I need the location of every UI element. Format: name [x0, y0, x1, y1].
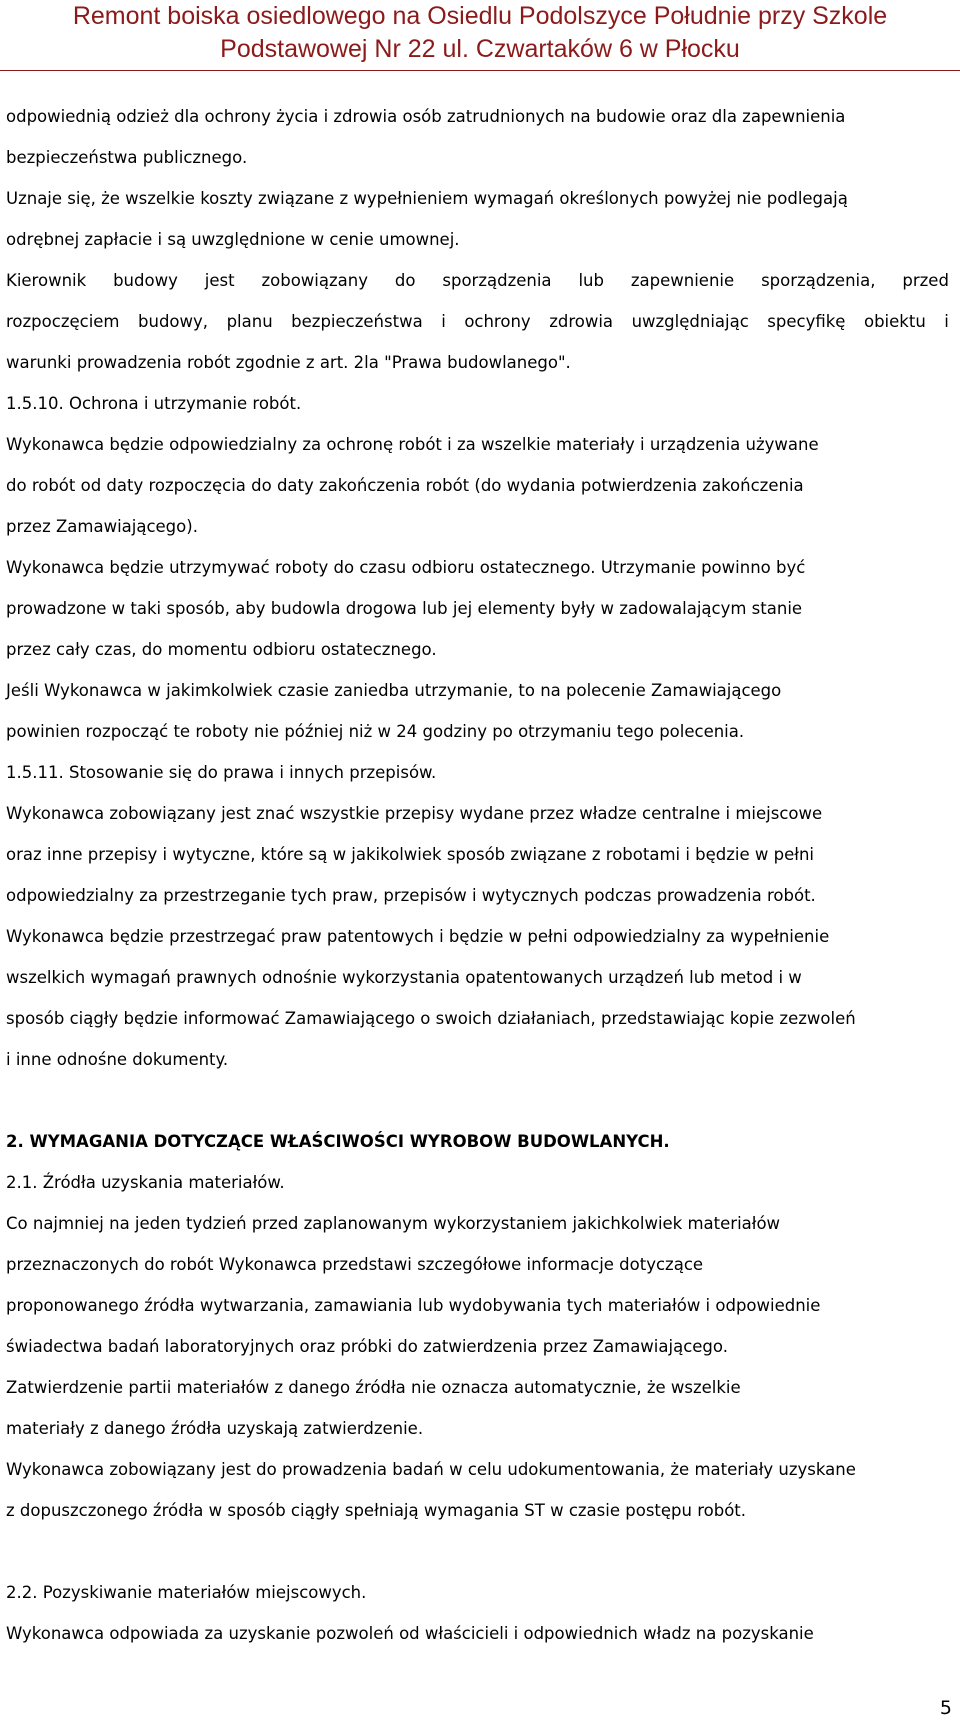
document-body: [6, 96, 954, 1654]
text-line: do robót od daty rozpoczęcia do daty zakończenia robót (do wydania potwierdzenia zakończenia: [6, 476, 804, 495]
justified-word: obiektu: [863, 312, 926, 331]
text-line: proponowanego źródła wytwarzania, zamawiania lub wydobywania tych materiałów i odpowiednie: [6, 1296, 821, 1315]
justified-word: uwzględniając: [631, 312, 749, 331]
justified-word: zdrowia: [549, 312, 614, 331]
justified-word: planu: [226, 312, 273, 331]
section-heading-2-2: 2.2. Pozyskiwanie materiałów miejscowych.: [6, 1583, 367, 1602]
justified-word: specyfikę: [767, 312, 846, 331]
text-line: materiały z danego źródła uzyskają zatwierdzenie.: [6, 1419, 424, 1438]
text-line: przez cały czas, do momentu odbioru ostatecznego.: [6, 640, 437, 659]
justified-word: bezpieczeństwa: [291, 312, 423, 331]
justified-word: zobowiązany: [261, 271, 368, 290]
section-heading-2-1: 2.1. Źródła uzyskania materiałów.: [6, 1173, 285, 1192]
text-line: świadectwa badań laboratoryjnych oraz próbki do zatwierdzenia przez Zamawiającego.: [6, 1337, 728, 1356]
text-line: Wykonawca będzie odpowiedzialny za ochronę robót i za wszelkie materiały i urządzenia używane: [6, 435, 819, 454]
justified-word: budowy: [113, 271, 178, 290]
justified-word: jest: [204, 271, 235, 290]
justified-word: i: [944, 312, 949, 331]
text-line: prowadzone w taki sposób, aby budowla drogowa lub jej elementy były w zadowalającym stanie: [6, 599, 803, 618]
paragraph-gap: [6, 1531, 954, 1572]
document-header: [0, 0, 960, 66]
text-line: przeznaczonych do robót Wykonawca przedstawi szczegółowe informacje dotyczące: [6, 1255, 704, 1274]
text-line: odpowiednią odzież dla ochrony życia i zdrowia osób zatrudnionych na budowie oraz dla zapewnienia: [6, 107, 846, 126]
justified-word: lub: [578, 271, 604, 290]
text-line: z dopuszczonego źródła w sposób ciągły spełniają wymagania ST w czasie postępu robót.: [6, 1501, 747, 1520]
section-heading-1-5-11: 1.5.11. Stosowanie się do prawa i innych przepisów.: [6, 763, 437, 782]
justified-word: przed: [902, 271, 949, 290]
text-line: Uznaje się, że wszelkie koszty związane z wypełnieniem wymagań określonych powyżej nie podlegają: [6, 189, 848, 208]
page-number: 5: [939, 1697, 952, 1719]
justified-word: budowy,: [138, 312, 209, 331]
paragraph-gap: [6, 1080, 954, 1121]
header-title-line-2: Podstawowej Nr 22 ul. Czwartaków 6 w Płocku: [220, 35, 740, 63]
text-line: Zatwierdzenie partii materiałów z danego źródła nie oznacza automatycznie, że wszelkie: [6, 1378, 741, 1397]
text-line: Wykonawca będzie przestrzegać praw patentowych i będzie w pełni odpowiedzialny za wypełnienie: [6, 927, 830, 946]
text-line: Co najmniej na jeden tydzień przed zaplanowanym wykorzystaniem jakichkolwiek materiałów: [6, 1214, 781, 1233]
chapter-heading-2: 2. WYMAGANIA DOTYCZĄCE WŁAŚCIWOŚCI WYROBOW BUDOWLANYCH.: [6, 1132, 670, 1151]
text-line: Wykonawca zobowiązany jest do prowadzenia badań w celu udokumentowania, że materiały uzyskane: [6, 1460, 856, 1479]
text-line: powinien rozpocząć te roboty nie później niż w 24 godziny po otrzymaniu tego polecenia.: [6, 722, 745, 741]
justified-line-l6: [6, 301, 949, 342]
justified-word: sporządzenia: [442, 271, 552, 290]
text-line: wszelkich wymagań prawnych odnośnie wykorzystania opatentowanych urządzeń lub metod i w: [6, 968, 802, 987]
text-line: sposób ciągły będzie informować Zamawiającego o swoich działaniach, przedstawiając kopie zezwoleń: [6, 1009, 856, 1028]
text-line: odrębnej zapłacie i są uwzględnione w cenie umownej.: [6, 230, 460, 249]
text-line: Wykonawca odpowiada za uzyskanie pozwoleń od właścicieli i odpowiednich władz na pozyskanie: [6, 1624, 814, 1643]
justified-word: Kierownik: [6, 271, 87, 290]
header-title-line-1: Remont boiska osiedlowego na Osiedlu Podolszyce Południe przy Szkole: [72, 2, 888, 30]
justified-word: rozpoczęciem: [6, 312, 120, 331]
header-divider: [0, 70, 960, 71]
text-line: warunki prowadzenia robót zgodnie z art. 2la "Prawa budowlanego".: [6, 353, 571, 372]
text-line: Wykonawca zobowiązany jest znać wszystkie przepisy wydane przez władze centralne i miejscowe: [6, 804, 823, 823]
text-line: Jeśli Wykonawca w jakimkolwiek czasie zaniedba utrzymanie, to na polecenie Zamawiającego: [6, 681, 782, 700]
text-line: i inne odnośne dokumenty.: [6, 1050, 229, 1069]
text-line: bezpieczeństwa publicznego.: [6, 148, 248, 167]
justified-word: do: [394, 271, 416, 290]
text-line: oraz inne przepisy i wytyczne, które są w jakikolwiek sposób związane z robotami i będzie w pełni: [6, 845, 815, 864]
text-line: przez Zamawiającego).: [6, 517, 198, 536]
justified-word: sporządzenia,: [761, 271, 876, 290]
section-heading-1-5-10: 1.5.10. Ochrona i utrzymanie robót.: [6, 394, 302, 413]
justified-word: i: [441, 312, 446, 331]
text-line: Wykonawca będzie utrzymywać roboty do czasu odbioru ostatecznego. Utrzymanie powinno być: [6, 558, 806, 577]
text-line: odpowiedzialny za przestrzeganie tych praw, przepisów i wytycznych podczas prowadzenia robót.: [6, 886, 816, 905]
justified-line-l5: [6, 260, 949, 301]
justified-word: ochrony: [464, 312, 531, 331]
justified-word: zapewnienie: [630, 271, 735, 290]
